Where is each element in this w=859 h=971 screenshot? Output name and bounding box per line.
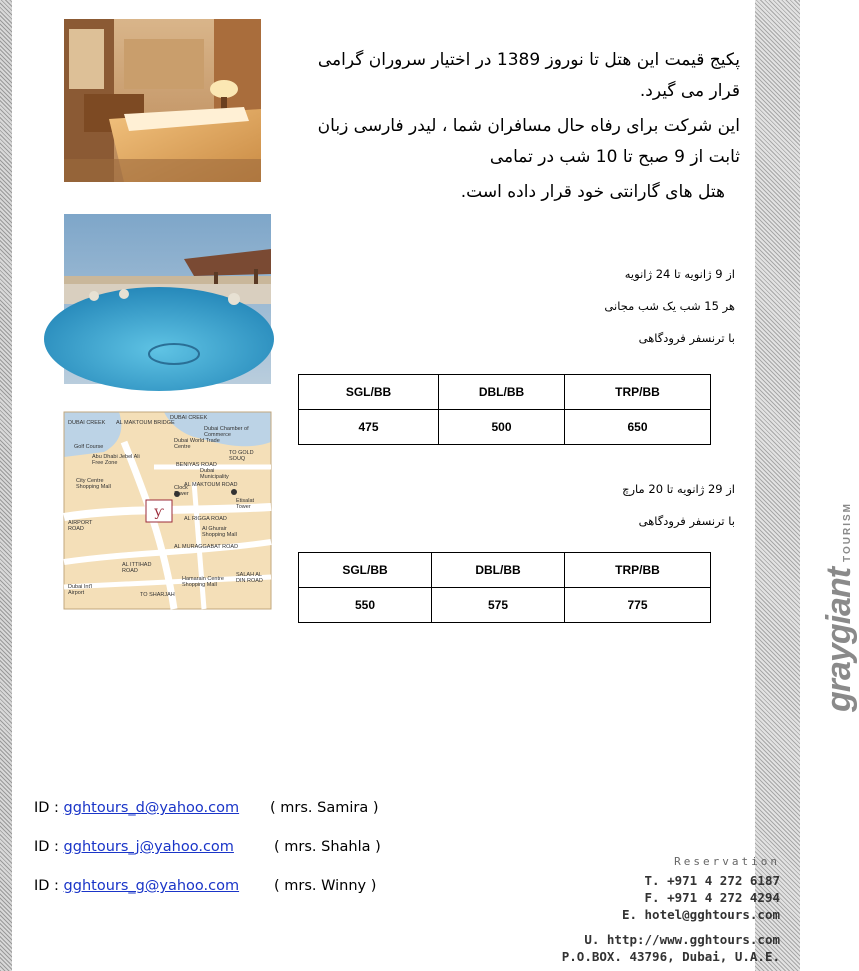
price-sgl: 550 [299, 588, 432, 623]
intro-paragraph: این شرکت برای رفاه حال مسافران شما ، لیدر فارسی زبان ثابت از 9 صبح تا 10 شب در تمامی [317, 116, 740, 167]
map-label: Dubai Municipality [200, 468, 229, 480]
price-dbl: 500 [439, 410, 565, 445]
header-dbl: DBL/BB [432, 553, 565, 588]
price-dbl: 575 [432, 588, 565, 623]
map-label: Dubai World Trade Centre [174, 438, 220, 450]
header-sgl: SGL/BB [299, 553, 432, 588]
map-label: AL ITTIHAD ROAD [122, 562, 152, 574]
intro-paragraph: هتل های گارانتی خود قرار داده است. [460, 182, 725, 202]
period-2-details [450, 481, 735, 529]
contact-name: ( mrs. Samira ) [270, 800, 379, 816]
reservation-phone: T. +971 4 272 6187 [644, 873, 780, 888]
period-2-dates: از 29 ژانویه تا 20 مارچ [622, 482, 735, 496]
contact-email-link[interactable]: gghtours_g@yahoo.com [63, 878, 240, 894]
contact-email-link[interactable]: gghtours_d@yahoo.com [63, 800, 240, 816]
map-label: Golf Course [74, 444, 104, 450]
contact-row [34, 839, 381, 878]
map-label: TO SHARJAH [140, 592, 175, 598]
contact-email-link[interactable]: gghtours_j@yahoo.com [63, 839, 234, 855]
contact-prefix: ID : [34, 800, 64, 816]
reservation-email: E. hotel@gghtours.com [621, 907, 780, 922]
contact-prefix: ID : [34, 878, 64, 894]
reservation-info [520, 855, 780, 966]
contact-row [34, 878, 377, 917]
hotel-location-map [64, 412, 271, 609]
reservation-fax: F. +971 4 272 4294 [644, 890, 780, 905]
map-label: TO GOLD SOUQ [229, 450, 254, 462]
period-1-offer: هر 15 شب یک شب مجانی [604, 299, 735, 313]
map-label: Hamarain Centre Shopping Mall [182, 576, 224, 588]
map-label: AIRPORT ROAD [68, 520, 93, 532]
header-trp: TRP/BB [565, 553, 711, 588]
period-1-details [450, 266, 735, 346]
map-label: AL MAKTOUM ROAD [184, 482, 238, 488]
price-trp: 775 [565, 588, 711, 623]
period-1-dates: از 9 ژانویه تا 24 ژانویه [624, 267, 735, 281]
price-sgl: 475 [299, 410, 439, 445]
hotel-pool-photo [64, 214, 271, 384]
map-label: Al Ghurair Shopping Mall [202, 526, 237, 538]
logo-tagline: TOURISM [842, 502, 853, 562]
table-row [299, 410, 711, 445]
map-label: AL MURAGGABAT ROAD [174, 544, 239, 550]
contact-name: ( mrs. Shahla ) [274, 839, 381, 855]
right-decorative-border [755, 0, 800, 971]
map-label: SALAH AL DIN ROAD [236, 572, 263, 584]
reservation-website: U. http://www.gghtours.com [584, 932, 780, 947]
map-label: DUBAI CREEK [68, 420, 106, 426]
period-1-transfer: با ترنسفر فرودگاهی [638, 331, 735, 345]
period-2-transfer: با ترنسفر فرودگاهی [638, 514, 735, 528]
contact-list [34, 800, 381, 917]
left-decorative-border [0, 0, 12, 971]
map-label: Etisalat Tower [236, 498, 255, 510]
map-label: AL MAKTOUM BRIDGE [116, 420, 175, 426]
price-trp: 650 [565, 410, 711, 445]
contact-prefix: ID : [34, 839, 64, 855]
map-label: Dubai Int'l Airport [68, 584, 93, 596]
hotel-room-photo [64, 19, 261, 182]
map-label: AL RIGGA ROAD [184, 516, 227, 522]
map-label: Dubai Chamber of Commerce [204, 426, 249, 438]
graygiant-logo [820, 502, 858, 712]
svg-text:ƴ: ƴ [154, 504, 164, 520]
intro-text [290, 45, 740, 208]
map-label: Abu Dhabi Jebel Ali Free Zone [92, 454, 140, 466]
contact-row [34, 800, 379, 839]
price-table-period-1 [298, 374, 711, 445]
header-dbl: DBL/BB [439, 375, 565, 410]
logo-wordmark: graygiant [820, 567, 858, 712]
price-table-period-2 [298, 552, 711, 623]
map-label: Clock Tower [174, 485, 189, 497]
table-header-row [299, 375, 711, 410]
map-label: City Centre Shopping Mall [76, 478, 111, 490]
map-label: DUBAI CREEK [170, 415, 208, 421]
reservation-address: P.O.BOX. 43796, Dubai, U.A.E. [561, 949, 780, 964]
header-sgl: SGL/BB [299, 375, 439, 410]
map-labels [64, 412, 271, 609]
map-label: BENIYAS ROAD [176, 462, 217, 468]
contact-name: ( mrs. Winny ) [274, 878, 377, 894]
reservation-title: Reservation [674, 855, 780, 868]
table-header-row [299, 553, 711, 588]
intro-paragraph: پکیج قیمت این هتل تا نوروز 1389 در اختیار سروران گرامی قرار می گیرد. [317, 50, 740, 101]
table-row [299, 588, 711, 623]
header-trp: TRP/BB [565, 375, 711, 410]
